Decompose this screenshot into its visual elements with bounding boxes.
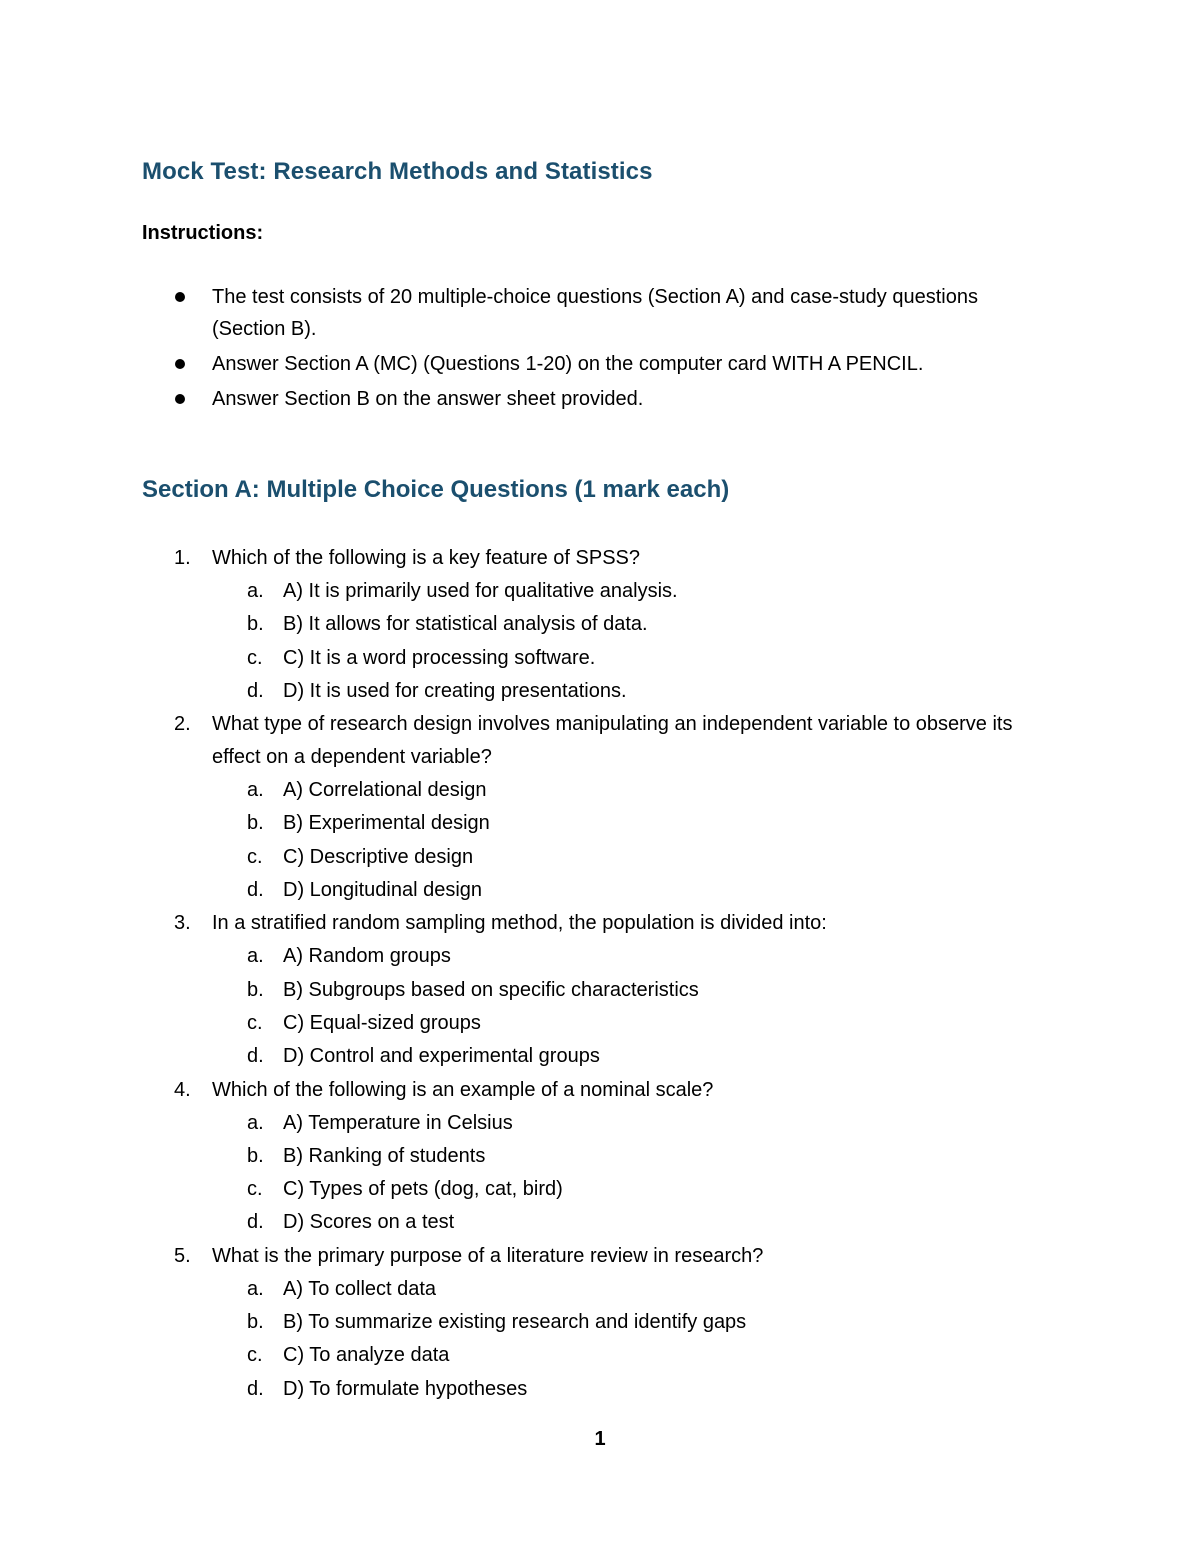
- option-item: [212, 974, 1042, 1007]
- option-letter: c.: [247, 646, 263, 669]
- bullet-icon: [175, 394, 185, 404]
- option-letter: a.: [247, 1111, 264, 1134]
- option-letter: a.: [247, 779, 264, 802]
- option-text: A) It is primarily used for qualitative analysis.: [283, 580, 678, 602]
- option-letter: c.: [247, 1344, 263, 1367]
- question-item: [142, 542, 1042, 708]
- page-number: 1: [594, 1428, 606, 1450]
- option-text: C) Descriptive design: [283, 845, 474, 868]
- question-number: 3.: [174, 912, 191, 935]
- option-item: [212, 1273, 1042, 1306]
- option-item: [212, 1173, 1042, 1206]
- instruction-text: The test consists of 20 multiple-choice questions (Section A) and case-study questions (Section B).: [212, 286, 978, 340]
- option-letter: d.: [247, 1377, 264, 1400]
- option-item: [212, 807, 1042, 840]
- option-item: [212, 1373, 1042, 1406]
- instruction-text: Answer Section A (MC) (Questions 1-20) on the computer card WITH A PENCIL.: [212, 353, 924, 375]
- option-text: A) Correlational design: [283, 779, 487, 802]
- option-item: [212, 1339, 1042, 1372]
- question-text: In a stratified random sampling method, the population is divided into:: [212, 912, 827, 935]
- question-number: 1.: [174, 547, 191, 569]
- question-item: [142, 907, 1042, 1073]
- instructions-list: [142, 281, 1042, 418]
- option-item: [212, 1306, 1042, 1339]
- option-letter: a.: [247, 945, 264, 968]
- option-item: [212, 1107, 1042, 1140]
- option-list: [212, 1273, 1042, 1406]
- option-item: [212, 1007, 1042, 1040]
- option-letter: d.: [247, 879, 264, 902]
- option-item: [212, 940, 1042, 973]
- page-title: Mock Test: Research Methods and Statistics: [142, 158, 653, 185]
- option-text: D) Scores on a test: [283, 1211, 455, 1234]
- option-item: [212, 1040, 1042, 1073]
- option-letter: d.: [247, 1045, 264, 1068]
- option-text: B) Experimental design: [283, 812, 490, 835]
- option-letter: a.: [247, 580, 264, 602]
- option-letter: d.: [247, 679, 264, 702]
- instruction-item: [142, 348, 1042, 380]
- option-text: D) To formulate hypotheses: [283, 1377, 528, 1400]
- question-text: What is the primary purpose of a literature review in research?: [212, 1244, 764, 1267]
- option-letter: c.: [247, 845, 263, 868]
- option-item: [212, 874, 1042, 907]
- bullet-icon: [175, 359, 185, 369]
- option-letter: b.: [247, 812, 264, 835]
- option-text: B) Subgroups based on specific characteristics: [283, 978, 699, 1001]
- option-letter: c.: [247, 1011, 263, 1034]
- option-text: D) It is used for creating presentations.: [283, 679, 627, 702]
- option-text: D) Longitudinal design: [283, 879, 483, 902]
- option-letter: b.: [247, 613, 264, 636]
- instruction-item: [142, 383, 1042, 415]
- question-list: [142, 542, 1042, 1406]
- option-letter: b.: [247, 1311, 264, 1334]
- option-item: [212, 675, 1042, 708]
- question-text: Which of the following is an example of a nominal scale?: [212, 1078, 714, 1101]
- option-text: C) Types of pets (dog, cat, bird): [283, 1178, 563, 1201]
- option-letter: d.: [247, 1211, 264, 1234]
- question-item: [142, 1074, 1042, 1240]
- question-number: 5.: [174, 1244, 191, 1267]
- option-text: C) To analyze data: [283, 1344, 450, 1367]
- option-list: [212, 940, 1042, 1073]
- option-item: [212, 608, 1042, 641]
- option-text: B) It allows for statistical analysis of data.: [283, 613, 648, 636]
- option-text: A) To collect data: [283, 1277, 437, 1300]
- option-item: [212, 575, 1042, 608]
- option-list: [212, 1107, 1042, 1240]
- option-letter: c.: [247, 1178, 263, 1201]
- question-item: [142, 708, 1042, 907]
- option-letter: a.: [247, 1277, 264, 1300]
- option-text: B) To summarize existing research and identify gaps: [283, 1311, 747, 1334]
- option-item: [212, 841, 1042, 874]
- option-text: A) Temperature in Celsius: [283, 1111, 513, 1134]
- option-text: C) Equal-sized groups: [283, 1011, 481, 1034]
- option-text: A) Random groups: [283, 945, 451, 968]
- option-text: D) Control and experimental groups: [283, 1045, 600, 1068]
- question-number: 4.: [174, 1078, 191, 1101]
- option-text: B) Ranking of students: [283, 1144, 486, 1167]
- option-letter: b.: [247, 1144, 264, 1167]
- option-item: [212, 774, 1042, 807]
- option-item: [212, 642, 1042, 675]
- option-text: C) It is a word processing software.: [283, 646, 596, 669]
- instructions-heading: Instructions:: [142, 222, 264, 244]
- question-number: 2.: [174, 713, 191, 736]
- instruction-item: [142, 281, 1042, 345]
- option-item: [212, 1140, 1042, 1173]
- option-letter: b.: [247, 978, 264, 1001]
- option-item: [212, 1206, 1042, 1239]
- question-item: [142, 1240, 1042, 1406]
- question-text: What type of research design involves manipulating an independent variable to observe its effect on a dependent variable?: [212, 713, 1013, 769]
- question-text: Which of the following is a key feature of SPSS?: [212, 547, 640, 569]
- section-a-title: Section A: Multiple Choice Questions (1 mark each): [142, 476, 730, 503]
- bullet-icon: [175, 292, 185, 302]
- option-list: [212, 774, 1042, 907]
- instruction-text: Answer Section B on the answer sheet provided.: [212, 388, 644, 410]
- option-list: [212, 575, 1042, 708]
